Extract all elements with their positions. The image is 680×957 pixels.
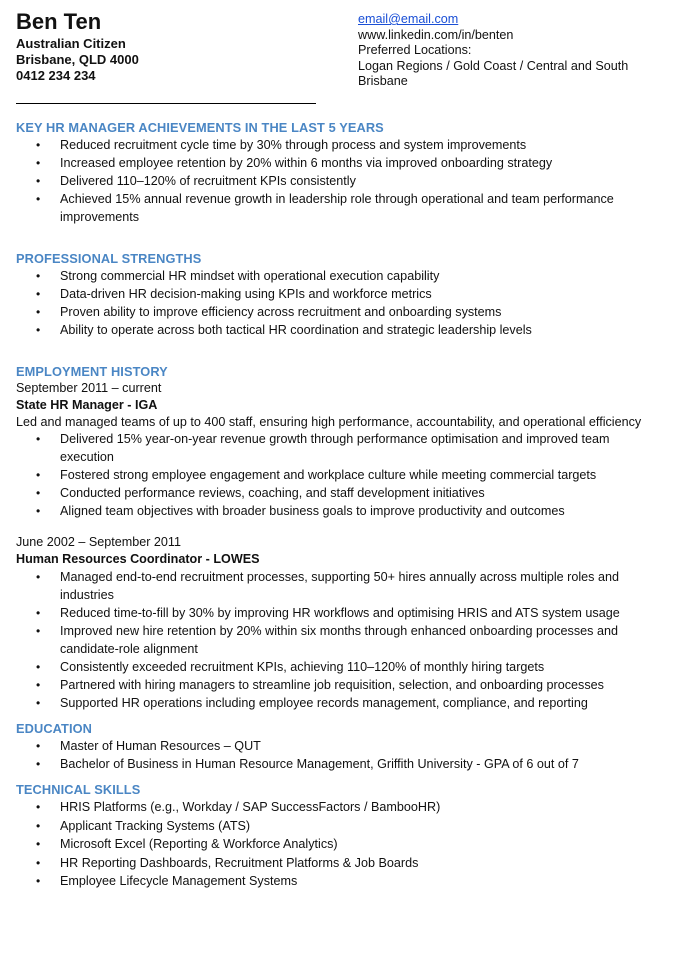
list-item: • Master of Human Resources – QUT xyxy=(16,737,664,755)
list-item: • Data-driven HR decision-making using KPIs and workforce metrics xyxy=(16,285,664,303)
job-dates: June 2002 – September 2011 xyxy=(16,535,182,549)
preferred-locations-label: Preferred Locations: xyxy=(358,43,472,57)
list-item: • Microsoft Excel (Reporting & Workforce Analytics) xyxy=(16,835,664,854)
skills-title: TECHNICAL SKILLS xyxy=(16,782,141,797)
list-item: • Consistently exceeded recruitment KPIs, achieving 110–120% of monthly hiring targets xyxy=(16,658,664,676)
list-item: • Increased employee retention by 20% within 6 months via improved onboarding strategy xyxy=(16,154,664,172)
employment-title: EMPLOYMENT HISTORY xyxy=(16,364,168,379)
list-item: • Supported HR operations including employee records management, compliance, and reporting xyxy=(16,694,664,712)
list-item: • HRIS Platforms (e.g., Workday / SAP SuccessFactors / BambooHR) xyxy=(16,798,664,817)
job-1-list xyxy=(16,430,664,520)
list-item: • Reduced recruitment cycle time by 30% through process and system improvements xyxy=(16,136,664,154)
list-item: • Achieved 15% annual revenue growth in leadership role through operational and team performance improvements xyxy=(16,190,664,226)
list-item: • Improved new hire retention by 20% within six months through enhanced onboarding processes and candidate-role alignment xyxy=(16,622,664,658)
list-item: • HR Reporting Dashboards, Recruitment Platforms & Job Boards xyxy=(16,854,664,873)
location: Brisbane, QLD 4000 xyxy=(16,52,139,67)
candidate-name: Ben Ten xyxy=(16,9,102,34)
education-title: EDUCATION xyxy=(16,721,93,736)
job-role: Human Resources Coordinator - LOWES xyxy=(16,552,260,566)
list-item: • Fostered strong employee engagement and workplace culture while meeting commercial targets xyxy=(16,466,664,484)
linkedin-url: www.linkedin.com/in/benten xyxy=(358,27,514,42)
job-2-list xyxy=(16,568,664,712)
header-divider xyxy=(16,103,316,104)
list-item: • Strong commercial HR mindset with operational execution capability xyxy=(16,267,664,285)
header-left xyxy=(16,8,316,84)
preferred-locations-value: Logan Regions / Gold Coast / Central and South Brisbane xyxy=(358,58,629,88)
list-item: • Partnered with hiring managers to streamline job requisition, selection, and onboarding processes xyxy=(16,676,664,694)
strengths-list xyxy=(16,267,664,339)
list-item: • Bachelor of Business in Human Resource Management, Griffith University - GPA of 6 out of 7 xyxy=(16,755,664,773)
achievements-list xyxy=(16,136,664,226)
achievements-title: KEY HR MANAGER ACHIEVEMENTS IN THE LAST 5 YEARS xyxy=(16,120,384,135)
skills-list xyxy=(16,798,664,891)
email-link[interactable]: email@email.com xyxy=(358,12,459,26)
job-dates: September 2011 – current xyxy=(16,381,162,395)
list-item: • Delivered 110–120% of recruitment KPIs consistently xyxy=(16,172,664,190)
job-role: State HR Manager - IGA xyxy=(16,398,158,412)
education-list xyxy=(16,737,664,773)
header-right xyxy=(358,12,668,90)
list-item: • Delivered 15% year-on-year revenue growth through performance optimisation and improved team execution xyxy=(16,430,664,466)
list-item: • Applicant Tracking Systems (ATS) xyxy=(16,817,664,836)
list-item: • Aligned team objectives with broader business goals to improve productivity and outcomes xyxy=(16,502,664,520)
citizenship: Australian Citizen xyxy=(16,36,126,51)
list-item: • Employee Lifecycle Management Systems xyxy=(16,872,664,891)
strengths-title: PROFESSIONAL STRENGTHS xyxy=(16,251,202,266)
phone-number: 0412 234 234 xyxy=(16,68,96,83)
list-item: • Managed end-to-end recruitment processes, supporting 50+ hires annually across multiple roles and industries xyxy=(16,568,664,604)
list-item: • Conducted performance reviews, coaching, and staff development initiatives xyxy=(16,484,664,502)
list-item: • Proven ability to improve efficiency across recruitment and onboarding systems xyxy=(16,303,664,321)
list-item: • Ability to operate across both tactical HR coordination and strategic leadership levels xyxy=(16,321,664,339)
resume-body xyxy=(16,119,664,891)
job-summary: Led and managed teams of up to 400 staff, ensuring high performance, accountability, and operational efficiency xyxy=(16,415,642,429)
list-item: • Reduced time-to-fill by 30% by improving HR workflows and optimising HRIS and ATS system usage xyxy=(16,604,664,622)
